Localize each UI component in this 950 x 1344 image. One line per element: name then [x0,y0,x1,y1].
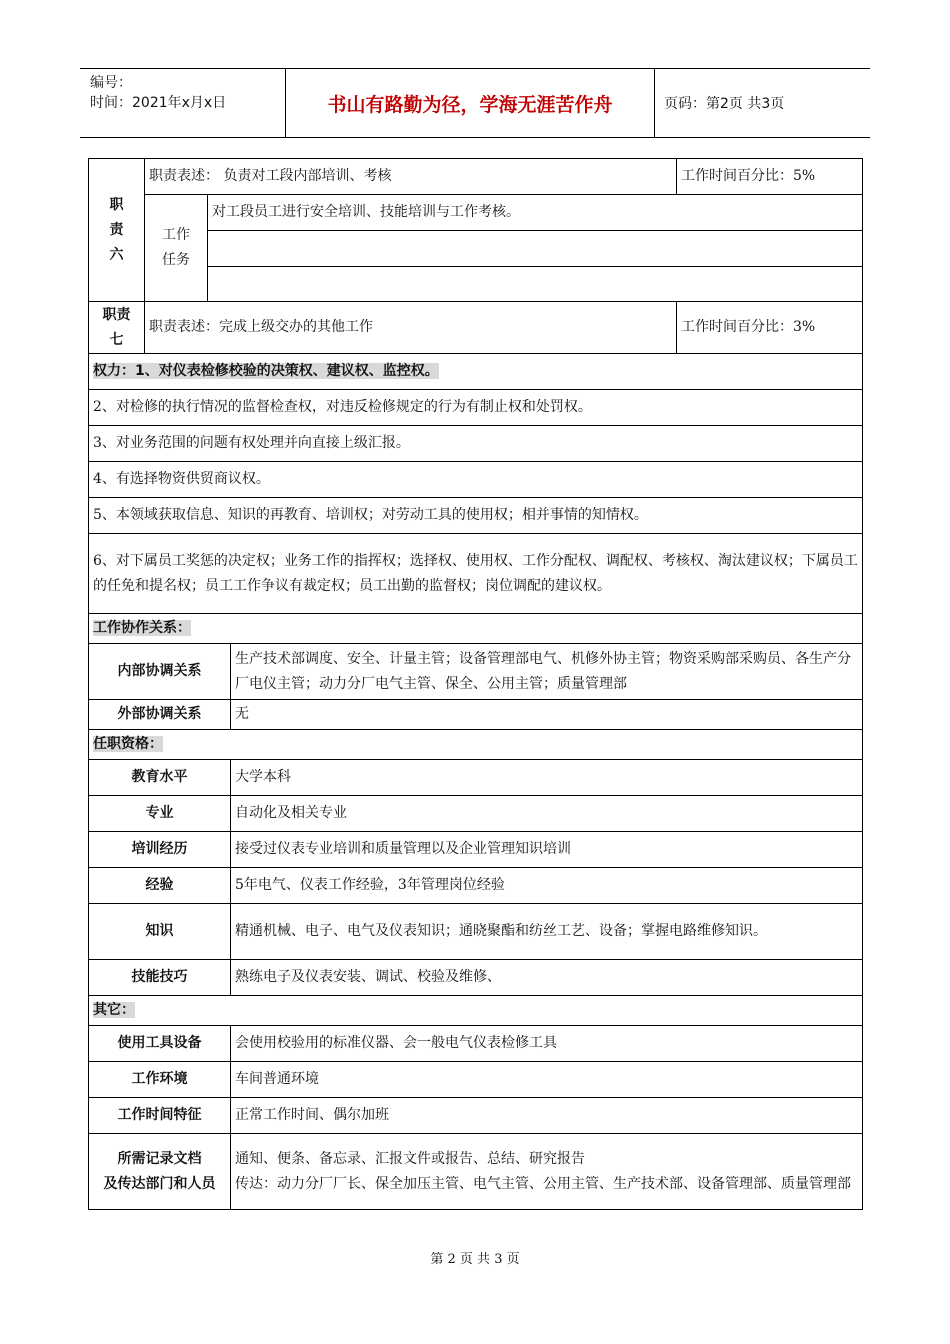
duty6-task-label: 工作 任务 [145,195,208,302]
authority-item: 3、对业务范围的问题有权处理并向直接上级汇报。 [89,426,863,462]
qualification-value: 5年电气、仪表工作经验，3年管理岗位经验 [231,868,863,904]
authority-item: 2、对检修的执行情况的监督检查权，对违反检修规定的行为有制止权和处罚权。 [89,390,863,426]
other-value: 正常工作时间、偶尔加班 [231,1098,863,1134]
page-header [80,68,870,138]
qualification-value: 大学本科 [231,760,863,796]
other-label: 使用工具设备 [89,1026,231,1062]
qualification-value: 熟练电子及仪表安装、调试、校验及维修、 [231,960,863,996]
document-time-label: 时间：2021年x月x日 [90,95,227,111]
duty6-time-percent: 工作时间百分比：5% [677,159,863,195]
external-coordination-label: 外部协调关系 [89,700,231,730]
cooperation-heading: 工作协作关系： [89,614,863,644]
external-coordination-value: 无 [231,700,863,730]
duty6-label: 职 责 六 [89,159,145,302]
duty6-task-line [208,231,863,267]
header-divider [654,69,655,137]
records-value: 通知、便条、备忘录、汇报文件或报告、总结、研究报告 传达：动力分厂厂长、保全加压主管、电气主管、公用主管、生产技术部、设备管理部、质量管理部 [231,1134,863,1210]
qualification-label: 教育水平 [89,760,231,796]
authority-item: 5、本领域获取信息、知识的再教育、培训权；对劳动工具的使用权；相并事情的知情权。 [89,498,863,534]
duty7-row [89,302,863,354]
header-page-info: 页码：第2页 共3页 [664,96,785,112]
duty6-description: 职责表述： 负责对工段内部培训、考核 [145,159,677,195]
duty7-time-percent: 工作时间百分比：3% [677,302,863,354]
other-value: 会使用校验用的标准仪器、会一般电气仪表检修工具 [231,1026,863,1062]
qualification-value: 自动化及相关专业 [231,796,863,832]
document-number-label: 编号： [90,75,132,91]
authority-item: 4、有选择物资供贸商议权。 [89,462,863,498]
qualification-label: 技能技巧 [89,960,231,996]
other-label: 工作时间特征 [89,1098,231,1134]
qualification-label: 专业 [89,796,231,832]
qualification-label: 培训经历 [89,832,231,868]
internal-coordination-value: 生产技术部调度、安全、计量主管；设备管理部电气、机修外协主管；物资采购部采购员、各生产分厂电仪主管；动力分厂电气主管、保全、公用主管；质量管理部 [231,644,863,700]
duty6-task-line [208,267,863,302]
duty6-task-line: 对工段员工进行安全培训、技能培训与工作考核。 [208,195,863,231]
duty6-desc-row [89,159,863,195]
authority-heading: 权力：1、对仪表检修校验的决策权、建议权、监控权。 [89,354,863,390]
other-value: 车间普通环境 [231,1062,863,1098]
authority-item: 6、对下属员工奖惩的决定权；业务工作的指挥权；选择权、使用权、工作分配权、调配权、考核权、淘汰建议权；下属员工的任免和提名权；员工工作争议有裁定权；员工出勤的监督权；岗位调配的建议权。 [89,534,863,614]
duty7-description: 职责表述：完成上级交办的其他工作 [145,302,677,354]
qualification-label: 经验 [89,868,231,904]
other-heading: 其它： [89,996,863,1026]
other-label: 工作环境 [89,1062,231,1098]
records-label: 所需记录文档 及传达部门和人员 [89,1134,231,1210]
qualification-label: 知识 [89,904,231,960]
qualification-value: 精通机械、电子、电气及仪表知识；通晓聚酯和纺丝工艺、设备；掌握电路维修知识。 [231,904,863,960]
job-description-table [88,158,863,1210]
page-footer: 第 2 页 共 3 页 [430,1252,520,1267]
header-meta [90,73,226,113]
header-motto: 书山有路勤为径，学海无涯苦作舟 [327,93,613,116]
duty7-label: 职责 七 [89,302,145,354]
qualification-value: 接受过仪表专业培训和质量管理以及企业管理知识培训 [231,832,863,868]
internal-coordination-label: 内部协调关系 [89,644,231,700]
qualification-heading: 任职资格： [89,730,863,760]
